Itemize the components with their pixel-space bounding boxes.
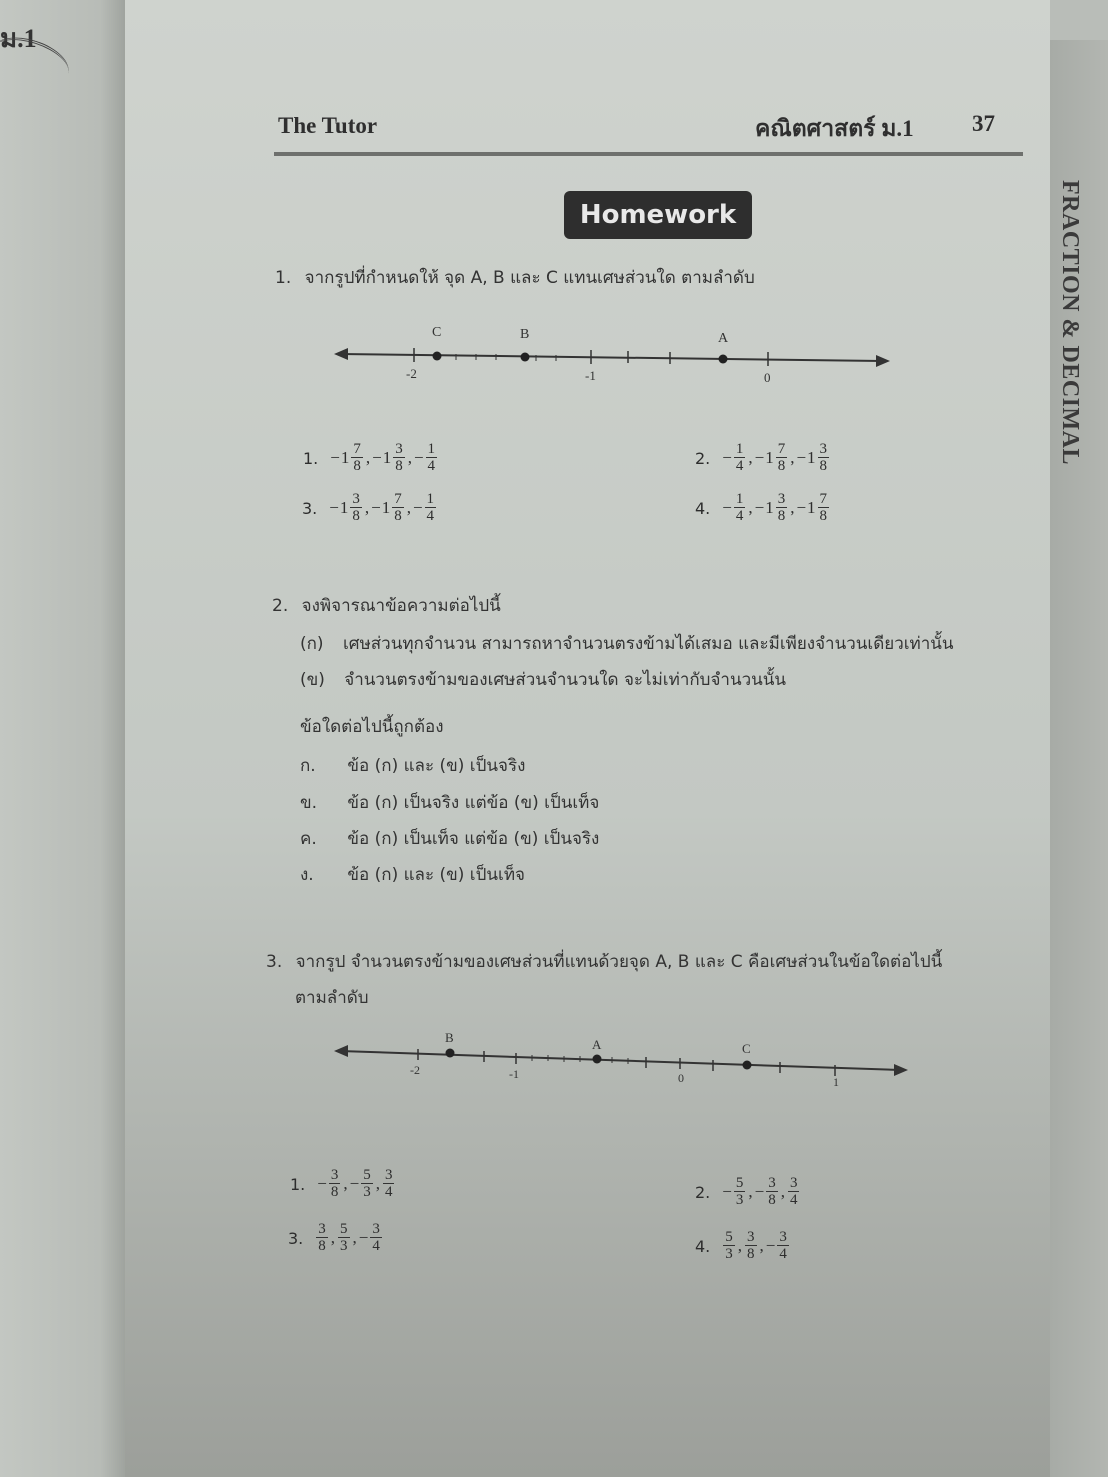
numerator: 1 <box>735 491 744 507</box>
separator: , <box>364 498 370 517</box>
separator: , <box>748 498 753 517</box>
option-number: 1. <box>303 448 319 468</box>
answer-option-2[interactable] <box>695 1176 800 1208</box>
point-label-c: C <box>742 1041 751 1056</box>
previous-page-label: ม.1 <box>0 24 37 53</box>
denominator: 8 <box>777 458 786 474</box>
choice-kho-khwai[interactable] <box>300 825 599 852</box>
denominator: 8 <box>352 508 360 524</box>
whole-part: 1 <box>340 448 350 467</box>
answer-option-4[interactable] <box>695 492 830 524</box>
minus-sign: − <box>371 498 381 517</box>
chapter-tab-label: FRACTION & DECIMAL <box>1057 180 1083 465</box>
point-label-a: A <box>592 1037 602 1052</box>
minus-sign: − <box>722 448 732 467</box>
denominator: 8 <box>353 458 361 474</box>
minus-sign: − <box>796 498 807 517</box>
minus-sign: − <box>412 498 423 517</box>
fraction <box>766 1176 778 1208</box>
fraction <box>818 492 830 524</box>
previous-page-edge <box>0 0 125 1477</box>
header-subject: คณิตศาสตร์ ม.1 <box>755 116 914 141</box>
numerator: 5 <box>735 1175 744 1191</box>
separator: , <box>790 498 795 517</box>
separator: , <box>352 1228 357 1247</box>
separator: , <box>375 1174 380 1193</box>
fraction <box>370 1222 382 1254</box>
question-1 <box>275 264 755 291</box>
statement-text: เศษส่วนทุกจำนวน สามารถหาจำนวนตรงข้ามได้เสมอ และมีเพียงจำนวนเดียวเท่านั้น <box>342 634 954 654</box>
choice-ngo[interactable] <box>300 861 525 888</box>
fraction <box>734 1176 746 1208</box>
svg-text:0: 0 <box>678 1071 684 1085</box>
fraction <box>329 1168 341 1200</box>
statement-label: (ข) <box>300 670 325 690</box>
fraction <box>393 442 405 474</box>
denominator: 8 <box>777 508 786 524</box>
fraction <box>338 1222 350 1254</box>
fraction <box>426 442 438 474</box>
separator: , <box>343 1174 348 1193</box>
whole-part: 1 <box>807 498 816 517</box>
svg-text:-1: -1 <box>509 1067 519 1081</box>
numerator: 3 <box>789 1175 798 1191</box>
header-book-title: The Tutor <box>278 113 378 138</box>
option-number: 3. <box>302 498 318 518</box>
separator: , <box>330 1228 336 1247</box>
minus-sign: − <box>765 1236 776 1255</box>
numerator: 3 <box>318 1221 326 1237</box>
separator: , <box>748 448 753 467</box>
separator: , <box>780 1182 785 1201</box>
denominator: 8 <box>395 458 403 474</box>
point-label-a: A <box>718 331 729 346</box>
answer-option-1[interactable] <box>303 442 438 474</box>
choice-ko[interactable] <box>300 752 525 779</box>
statement-label: (ก) <box>300 634 324 654</box>
numerator: 3 <box>384 1167 393 1183</box>
question-2 <box>272 592 501 619</box>
separator: , <box>407 448 412 467</box>
answer-option-2[interactable] <box>695 442 830 474</box>
fraction <box>776 442 788 474</box>
number-line-q3 <box>330 1030 920 1100</box>
answer-option-3[interactable] <box>302 492 437 524</box>
answer-option-1[interactable] <box>290 1168 395 1200</box>
fraction <box>425 492 437 524</box>
choice-kho[interactable] <box>300 789 599 816</box>
question-text: จากรูปที่กำหนดให้ จุด A, B และ C แทนเศษส่วนใด ตามลำดับ <box>304 268 755 288</box>
minus-sign: − <box>754 498 765 517</box>
question-number: 1. <box>275 268 292 288</box>
denominator: 3 <box>363 1184 371 1200</box>
homework-badge: Homework <box>564 191 752 239</box>
minus-sign: − <box>754 1182 765 1201</box>
minus-sign: − <box>358 1228 369 1247</box>
minus-sign: − <box>330 448 340 467</box>
question-2-prompt: ข้อใดต่อไปนี้ถูกต้อง <box>300 717 444 737</box>
numerator: 3 <box>747 1229 755 1245</box>
minus-sign: − <box>349 1174 360 1193</box>
page-number: 37 <box>972 111 995 136</box>
fraction <box>745 1230 757 1262</box>
answer-option-4[interactable] <box>695 1230 790 1262</box>
whole-part: 1 <box>381 498 391 517</box>
denominator: 8 <box>330 1184 339 1200</box>
statement-b <box>300 666 786 693</box>
denominator: 4 <box>779 1246 787 1262</box>
statement-a <box>300 630 954 657</box>
question-number: 3. <box>266 952 283 972</box>
whole-part: 1 <box>765 448 774 467</box>
fraction <box>383 1168 395 1200</box>
minus-sign: − <box>413 448 424 467</box>
fraction <box>776 492 788 524</box>
minus-sign: − <box>329 498 339 517</box>
answer-option-3[interactable] <box>288 1222 383 1254</box>
question-text: จากรูป จำนวนตรงข้ามของเศษส่วนที่แทนด้วยจุด A, B และ C คือเศษส่วนในข้อใดต่อไปนี้ <box>295 952 943 972</box>
svg-text:-2: -2 <box>406 366 417 381</box>
denominator: 8 <box>394 508 402 524</box>
numerator: 7 <box>819 491 828 507</box>
question-3 <box>266 948 942 975</box>
choice-text: ข้อ (ก) เป็นเท็จ แต่ข้อ (ข) เป็นจริง <box>347 829 600 849</box>
numerator: 3 <box>768 1175 776 1191</box>
fraction <box>392 492 404 524</box>
denominator: 8 <box>819 508 828 524</box>
numerator: 3 <box>372 1221 380 1237</box>
separator: , <box>748 1182 753 1201</box>
option-number: 2. <box>695 448 711 468</box>
denominator: 3 <box>725 1246 733 1262</box>
minus-sign: − <box>754 448 765 467</box>
question-3-continued: ตามลำดับ <box>295 988 369 1008</box>
separator: , <box>406 498 411 517</box>
fraction <box>351 442 363 474</box>
numerator: 3 <box>352 491 360 507</box>
fraction <box>734 492 746 524</box>
svg-text:0: 0 <box>764 370 771 385</box>
denominator: 8 <box>747 1246 755 1262</box>
minus-sign: − <box>372 448 382 467</box>
choice-label: ข. <box>300 793 318 813</box>
numerator: 5 <box>340 1221 348 1237</box>
numerator: 3 <box>779 1229 787 1245</box>
decorative-curve <box>0 29 75 95</box>
denominator: 8 <box>819 458 828 474</box>
fraction <box>777 1230 789 1262</box>
numerator: 7 <box>394 491 402 507</box>
question-number: 2. <box>272 596 289 616</box>
separator: , <box>759 1236 764 1255</box>
whole-part: 1 <box>807 448 816 467</box>
point-label-b: B <box>520 327 530 342</box>
whole-part: 1 <box>382 448 392 467</box>
minus-sign: − <box>722 498 732 517</box>
whole-part: 1 <box>765 498 774 517</box>
denominator: 4 <box>735 508 744 524</box>
choice-label: ง. <box>300 865 314 885</box>
fraction <box>788 1176 800 1208</box>
option-number: 1. <box>290 1174 306 1194</box>
header-divider <box>274 152 1023 156</box>
numerator: 7 <box>353 441 361 457</box>
fraction <box>818 442 830 474</box>
denominator: 3 <box>735 1192 744 1208</box>
question-text: จงพิจารณาข้อความต่อไปนี้ <box>301 596 501 616</box>
minus-sign: − <box>722 1182 732 1201</box>
separator: , <box>790 448 795 467</box>
denominator: 4 <box>427 458 436 474</box>
point-label-c: C <box>432 325 442 340</box>
numerator: 3 <box>395 441 403 457</box>
fraction <box>350 492 362 524</box>
numerator: 1 <box>427 441 436 457</box>
option-number: 4. <box>695 1236 711 1256</box>
numerator: 3 <box>819 441 828 457</box>
denominator: 8 <box>768 1192 776 1208</box>
choice-text: ข้อ (ก) และ (ข) เป็นเท็จ <box>347 865 526 885</box>
fraction <box>361 1168 373 1200</box>
choice-label: ค. <box>300 829 317 849</box>
choice-text: ข้อ (ก) เป็นจริง แต่ข้อ (ข) เป็นเท็จ <box>347 793 600 813</box>
separator: , <box>365 448 371 467</box>
denominator: 3 <box>340 1238 348 1254</box>
point-label-b: B <box>445 1030 454 1045</box>
choice-label: ก. <box>300 756 316 776</box>
denominator: 4 <box>372 1238 380 1254</box>
separator: , <box>737 1236 743 1255</box>
choice-text: ข้อ (ก) และ (ข) เป็นจริง <box>347 756 526 776</box>
minus-sign: − <box>796 448 807 467</box>
minus-sign: − <box>317 1174 327 1193</box>
numerator: 1 <box>735 441 744 457</box>
number-line-q1 <box>330 318 900 388</box>
option-number: 4. <box>695 498 711 518</box>
denominator: 4 <box>735 458 744 474</box>
statement-text: จำนวนตรงข้ามของเศษส่วนจำนวนใด จะไม่เท่ากับจำนวนนั้น <box>344 670 786 690</box>
fraction <box>723 1230 735 1262</box>
fraction <box>316 1222 328 1254</box>
numerator: 1 <box>426 491 435 507</box>
denominator: 4 <box>426 508 435 524</box>
svg-text:1: 1 <box>833 1075 839 1089</box>
option-number: 3. <box>288 1228 304 1248</box>
numerator: 3 <box>330 1167 339 1183</box>
denominator: 4 <box>789 1192 798 1208</box>
denominator: 4 <box>384 1184 393 1200</box>
denominator: 8 <box>318 1238 326 1254</box>
numerator: 7 <box>777 441 786 457</box>
numerator: 3 <box>777 491 786 507</box>
numerator: 5 <box>725 1229 733 1245</box>
numerator: 5 <box>363 1167 371 1183</box>
whole-part: 1 <box>339 498 349 517</box>
svg-text:-1: -1 <box>585 368 596 383</box>
option-number: 2. <box>695 1182 711 1202</box>
fraction <box>734 442 746 474</box>
svg-text:-2: -2 <box>410 1063 420 1077</box>
